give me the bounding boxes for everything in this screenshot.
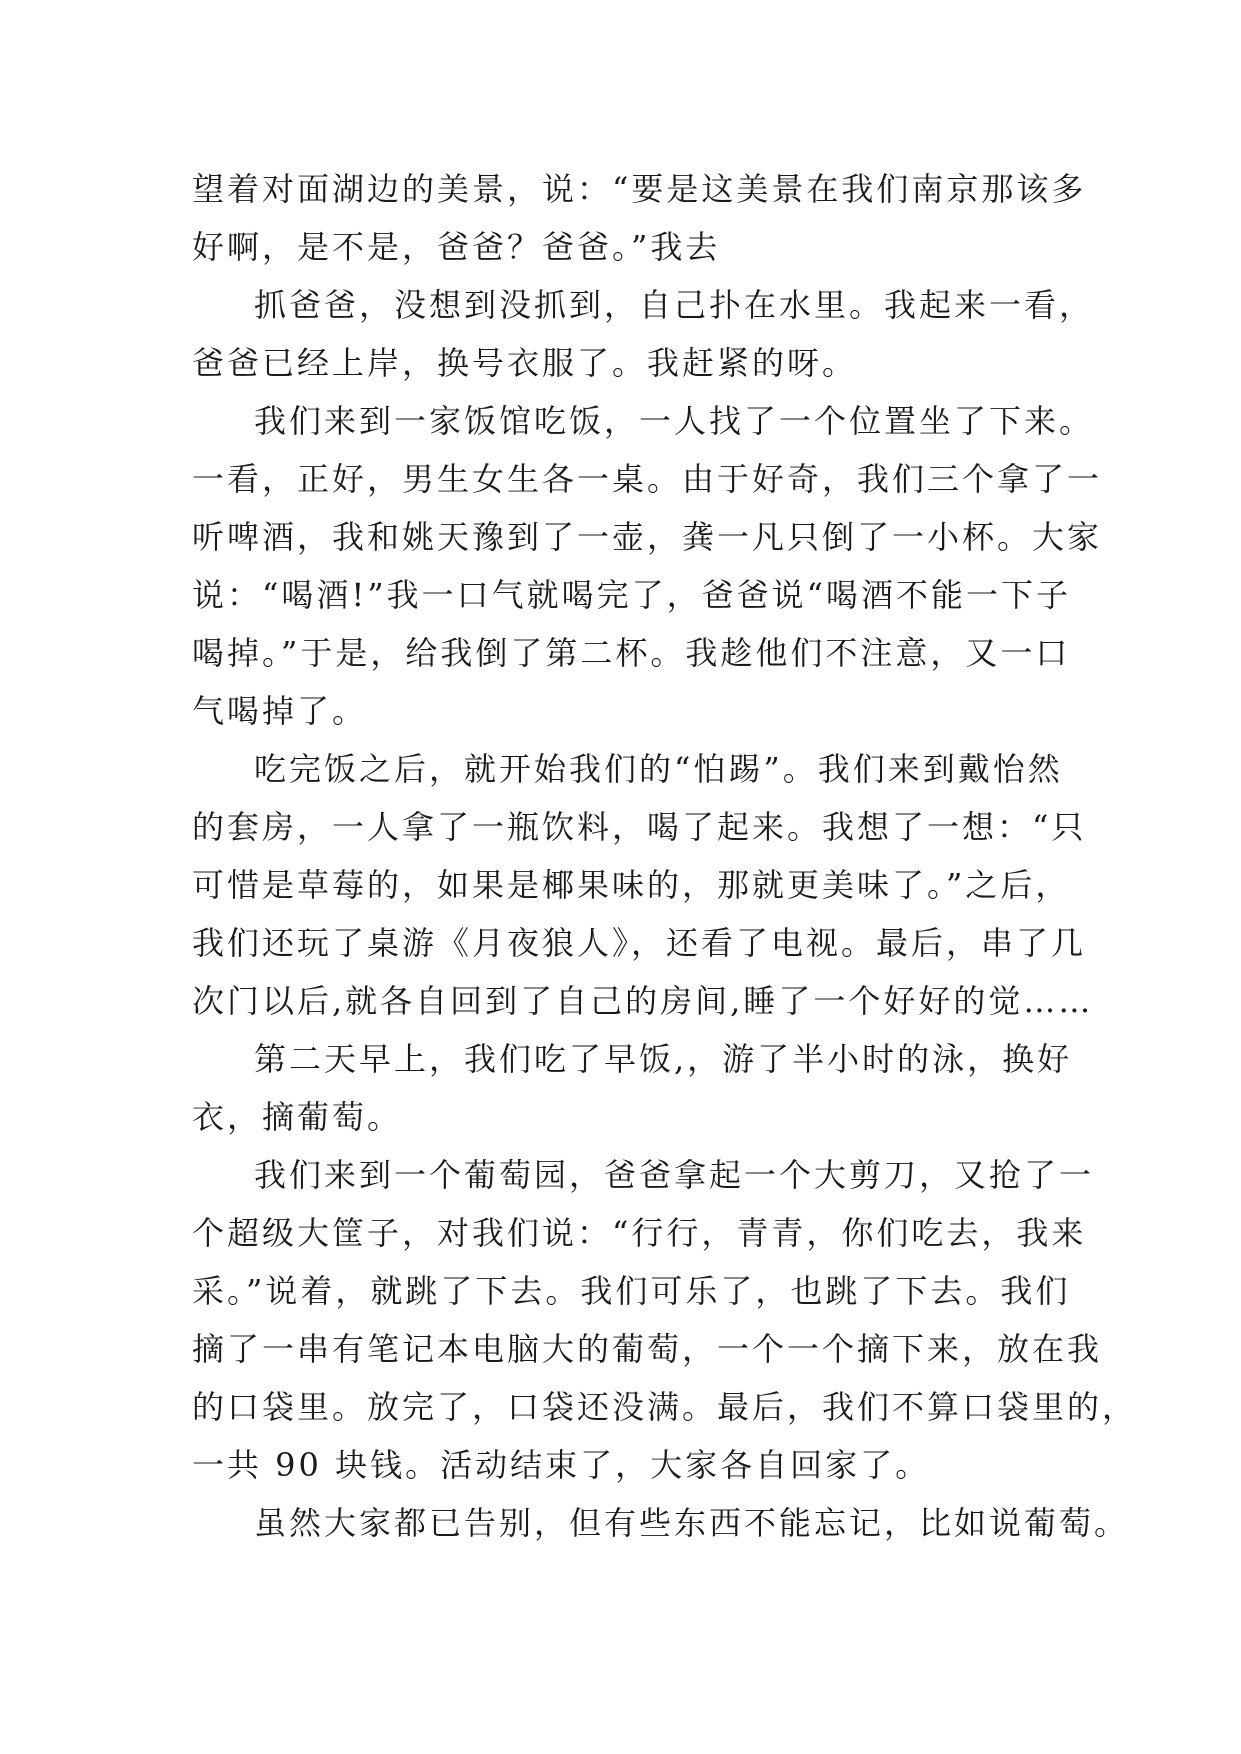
- text-line: 我们还玩了桌游《月夜狼人》，还看了电视。最后，串了几: [192, 924, 1087, 962]
- text-line: 望着对面湖边的美景，说：“要是这美景在我们南京那该多: [192, 170, 1087, 208]
- text-line: 的套房，一人拿了一瓶饮料，喝了起来。我想了一想：“只: [192, 808, 1087, 846]
- text-line: 好啊，是不是，爸爸？爸爸。”我去: [192, 228, 721, 266]
- text-line: 衣，摘葡萄。: [192, 1098, 403, 1136]
- text-line: 吃完饭之后，就开始我们的“怕踢”。我们来到戴怡然: [254, 750, 1063, 788]
- text-line: 摘了一串有笔记本电脑大的葡萄，一个一个摘下来，放在我: [192, 1330, 1103, 1368]
- text-line: 说：“喝酒!”我一口气就喝完了，爸爸说“喝酒不能一下子: [192, 576, 1071, 614]
- text-line: 可惜是草莓的，如果是椰果味的，那就更美味了。”之后，: [192, 866, 1071, 904]
- text-line: 第二天早上，我们吃了早饭,，游了半小时的泳，换好: [254, 1040, 1073, 1078]
- text-line: 抓爸爸，没想到没抓到，自己扑在水里。我起来一看，: [254, 286, 1095, 324]
- text-line: 爸爸已经上岸，换号衣服了。我赶紧的呀。: [192, 344, 858, 382]
- text-line: 次门以后,就各自回到了自己的房间,睡了一个好好的觉……: [192, 982, 1094, 1020]
- text-line: 听啤酒，我和姚天豫到了一壶，龚一凡只倒了一小杯。大家: [192, 518, 1103, 556]
- text-line: 气喝掉了。: [192, 692, 368, 730]
- text-line: 一看，正好，男生女生各一桌。由于好奇，我们三个拿了一: [192, 460, 1103, 498]
- text-line: 的口袋里。放完了，口袋还没满。最后，我们不算口袋里的，: [192, 1388, 1138, 1426]
- text-line: 我们来到一家饭馆吃饭，一人找了一个位置坐了下来。: [254, 402, 1095, 440]
- text-line: 虽然大家都已告别，但有些东西不能忘记，比如说葡萄。: [254, 1504, 1130, 1542]
- text-line: 采。”说着，就跳了下去。我们可乐了，也跳了下去。我们: [192, 1272, 1071, 1310]
- text-line: 一共 90 块钱。活动结束了，大家各自回家了。: [192, 1446, 931, 1484]
- text-line: 个超级大筐子，对我们说：“行行，青青，你们吃去，我来: [192, 1214, 1087, 1252]
- document-body: [192, 160, 1138, 1552]
- text-line: 喝掉。”于是，给我倒了第二杯。我趁他们不注意，又一口: [192, 634, 1071, 672]
- text-line: 我们来到一个葡萄园，爸爸拿起一个大剪刀，又抢了一: [254, 1156, 1095, 1194]
